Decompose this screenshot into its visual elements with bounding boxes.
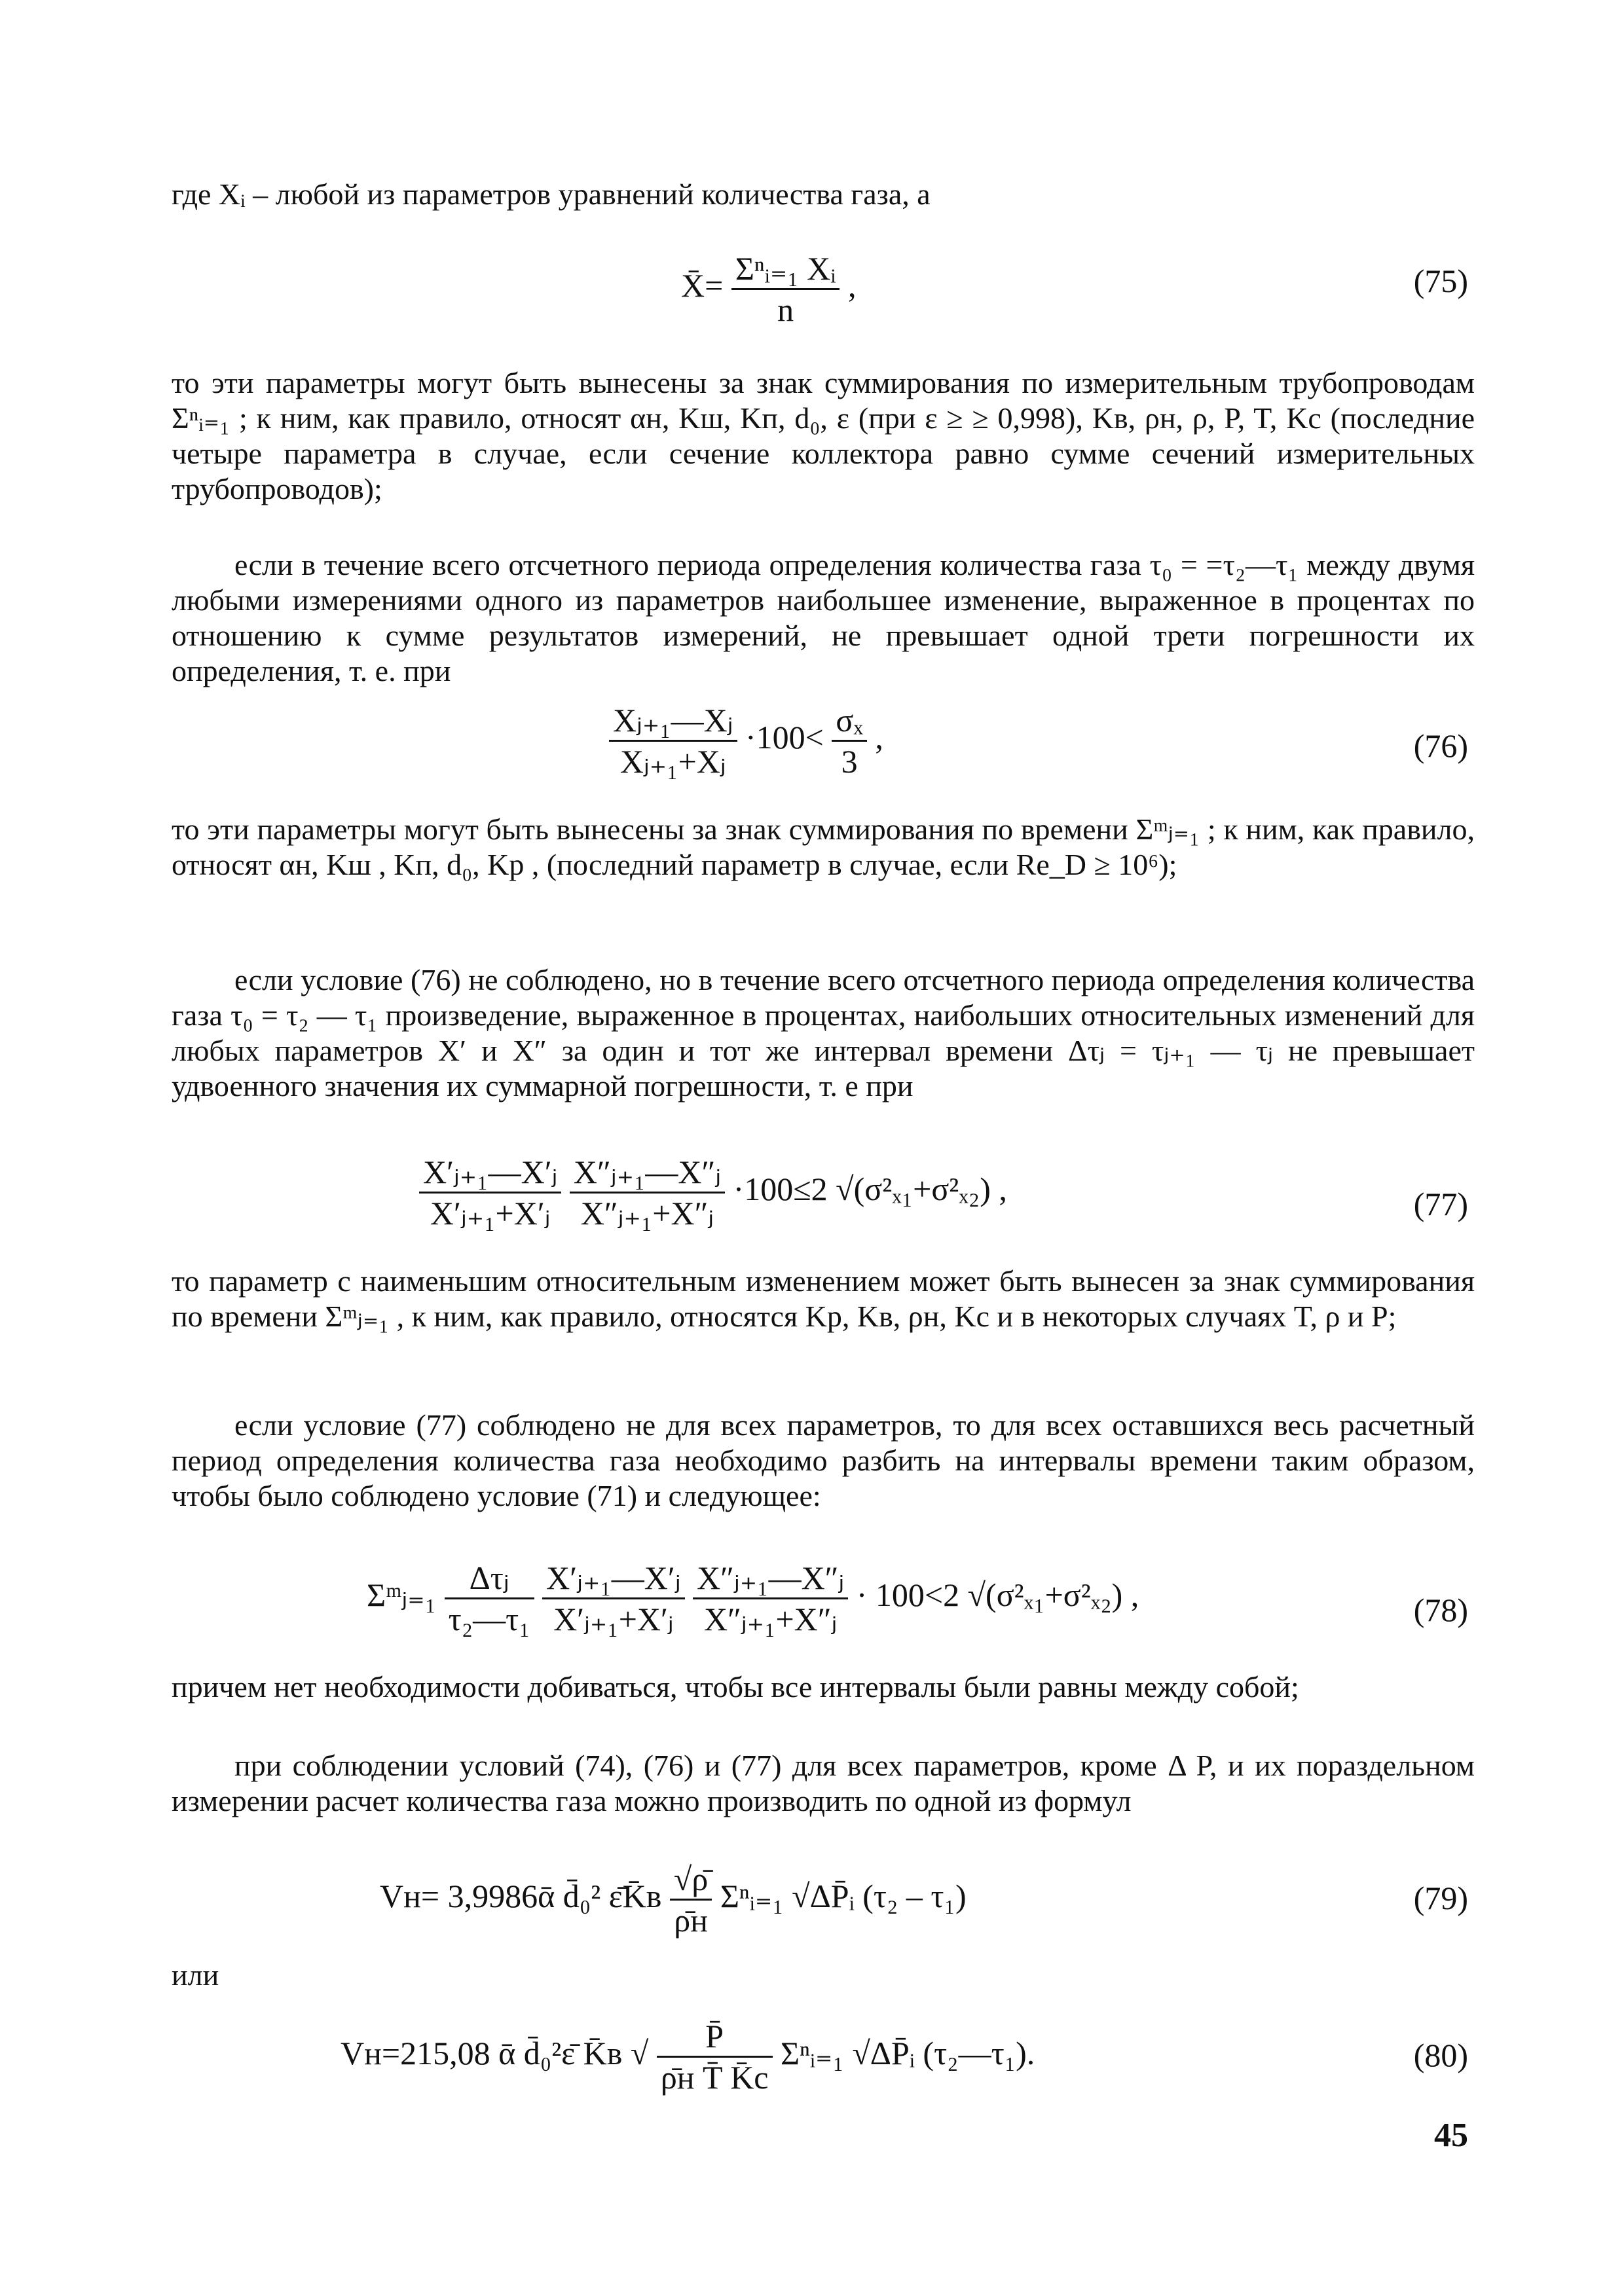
eq77-fraction-2 [570,1152,725,1233]
equation-78 [367,1558,1139,1639]
eq75-denominator: n [777,291,794,328]
equation-number-75: (75) [1413,263,1468,299]
eq80-lhs: Vн=215,08 ᾱ d̄₀²ε̄ K̄в √ [341,2034,649,2071]
eq79-numerator: √ρ̄ [670,1859,712,1901]
eq79-tail: Σⁿᵢ₌₁ √ΔP̄ᵢ (τ₂ – τ₁) [720,1877,967,1914]
eq77-denominator-2: X″ⱼ₊₁+X″ⱼ [580,1195,714,1231]
eq78-sum: Σᵐⱼ₌₁ [367,1576,437,1613]
equation-77 [419,1152,1007,1233]
equation-number-79: (79) [1413,1880,1468,1916]
paragraph-formulas-intro: при соблюдении условий (74), (76) и (77) для всех параметров, кроме Δ P, и их пораздельном измерении расчет количества газа можно производить по одной из формул [172,1749,1475,1817]
eq78-denominator-1: X′ⱼ₊₁+X′ⱼ [553,1601,674,1637]
eq76-numerator: Xⱼ₊₁—Xⱼ [609,701,737,742]
eq78-denominator-2: X″ⱼ₊₁+X″ⱼ [703,1601,838,1637]
eq80-fraction [657,2016,773,2097]
eq76-right-denominator: 3 [841,743,858,780]
eq80-numerator: P̄ [657,2016,773,2058]
eq76-fraction [609,701,737,781]
eq77-denominator-1: X′ⱼ₊₁+X′ⱼ [430,1195,551,1231]
equation-80 [341,2016,1035,2097]
paragraph-time-period: если в течение всего отсчетного периода определения количества газа τ₀ = =τ₂—τ₁ между двумя любыми измерениями одного из параметров наибольшее изменение, выраженное в процентах по отношению к сумме результатов измерений, не превышает одной трети погрешности их определения, т. е. при [172,548,1475,687]
eq76-right-fraction [832,701,866,781]
paragraph-time-sum: то эти параметры могут быть вынесены за знак суммирования по времени Σᵐⱼ₌₁ ; к ним, как правило, относят αн, Kш , Kп, d₀, Kр , (последний параметр в случае, если Re_D ≥ 10⁶); [172,812,1475,881]
equation-number-80: (80) [1413,2037,1468,2073]
eq76-middle: ·100< [745,718,824,756]
paragraph-or: или [172,1958,219,1992]
eq75-tail: , [847,266,857,304]
eq78-tail: · 100<2 √(σ²ₓ₁+σ²ₓ₂) , [856,1576,1139,1613]
eq80-tail: Σⁿᵢ₌₁ √ΔP̄ᵢ (τ₂—τ₁). [781,2034,1035,2071]
paragraph-measuring-pipes: то эти параметры могут быть вынесены за знак суммирования по измерительным трубопроводам Σⁿᵢ₌₁ ; к ним, как правило, относят αн, Kш, Kп, d₀, ε (при ε ≥ ≥ 0,998), Kв, ρн, ρ, P, T, Kс (последние четыре параметра в случае, если сечение коллектора равно сумме сечений измерительных трубопроводов); [172,366,1475,505]
paragraph-condition-77: если условие (77) соблюдено не для всех параметров, то для всех оставшихся весь расчетный период определения количества газа необходимо разбить на интервалы времени таким образом, чтобы было соблюдено условие (71) и следующее: [172,1408,1475,1512]
eq77-numerator-2: X″ⱼ₊₁—X″ⱼ [570,1152,725,1194]
eq76-tail: , [875,718,883,756]
eq77-fraction-1 [419,1152,561,1233]
eq78-numerator-0: Δτⱼ [445,1558,534,1599]
page-number: 45 [1434,2117,1468,2154]
equation-number-78: (78) [1413,1592,1468,1628]
eq79-fraction [670,1859,712,1940]
eq75-fraction [731,249,840,329]
eq80-denominator: ρ̄н T̄ K̄с [660,2059,769,2096]
paragraph-smallest-change: то параметр с наименьшим относительным изменением может быть вынесен за знак суммирования по времени Σᵐⱼ₌₁ , к ним, как правило, относятся Kр, Kв, ρн, Kс и в некоторых случаях T, ρ и P; [172,1264,1475,1333]
eq78-numerator-1: X′ⱼ₊₁—X′ⱼ [542,1558,684,1599]
eq77-tail: ·100≤2 √(σ²ₓ₁+σ²ₓ₂) , [733,1170,1007,1207]
paragraph-intro: где Xᵢ – любой из параметров уравнений количества газа, а [172,177,931,211]
eq75-lhs: X̄= [681,266,724,304]
equation-76 [609,701,883,781]
equation-79 [380,1859,967,1940]
eq75-numerator: Σⁿᵢ₌₁ Xᵢ [731,249,840,290]
eq76-right-numerator: σₓ [832,701,866,742]
eq78-fraction-2 [693,1558,848,1639]
paragraph-condition-76: если условие (76) не соблюдено, но в течение всего отсчетного периода определения количества газа τ₀ = τ₂ — τ₁ произведение, выраженное в процентах, наибольших относительных изменений для любых параметров X′ и X″ за один и тот же интервал времени Δτⱼ = τⱼ₊₁ — τⱼ не превышает удвоенного значения их суммарной погрешности, т. е при [172,963,1475,1102]
eq77-numerator-1: X′ⱼ₊₁—X′ⱼ [419,1152,561,1194]
eq76-denominator: Xⱼ₊₁+Xⱼ [619,743,726,780]
equation-number-76: (76) [1413,727,1468,764]
eq78-fraction-1 [542,1558,684,1639]
eq78-fraction-0 [445,1558,534,1639]
equation-75 [681,249,856,329]
eq79-lhs: Vн= 3,9986ᾱ d̄₀² ε̄K̄в [380,1877,662,1914]
eq78-denominator-0: τ₂—τ₁ [448,1601,530,1637]
eq79-denominator: ρ̄н [674,1902,708,1939]
equation-number-77: (77) [1413,1186,1468,1222]
eq78-numerator-2: X″ⱼ₊₁—X″ⱼ [693,1558,848,1599]
paragraph-intervals: причем нет необходимости добиваться, чтобы все интервалы были равны между собой; [172,1670,1299,1704]
